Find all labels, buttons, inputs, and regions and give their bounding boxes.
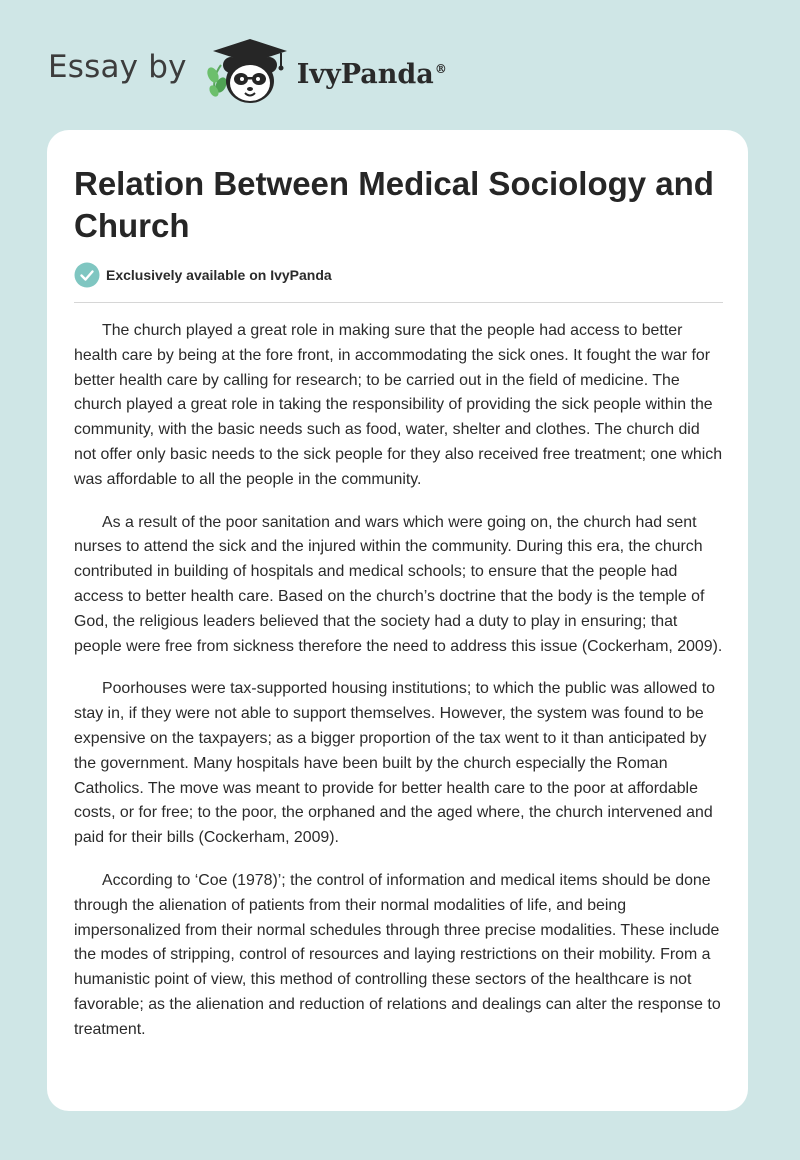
exclusive-badge (74, 262, 332, 288)
page-title: Relation Between Medical Sociology and Church (74, 165, 714, 244)
panda-graduate-icon[interactable] (201, 35, 293, 107)
exclusive-badge-label: Exclusively available on IvyPanda (106, 267, 332, 283)
paragraph: As a result of the poor sanitation and wars which were going on, the church had sent nurses to attend the sick and the injured within the community. During this era, the church contributed in building of hospitals and medical schools; to ensure that the people had access to better health care. Based on the church’s doctrine that the body is the temple of God, the religious leaders believed that the society had a duty to play in ensuring; that people were free from sickness therefore the need to address this issue (Cockerham, 2009). (74, 513, 723, 655)
paragraph: According to ‘Coe (1978)’; the control of information and medical items should be done through the alienation of patients from their normal modalities of life, and being impersonalized from their normal schedules through three precise modalities. These include the modes of stripping, control of resources and laying restrictions on their mobility. From a humanistic point of view, this method of controlling these sectors of the healthcare is not favorable; as the alienation and reduction of relations and dealings can alter the response to treatment. (74, 871, 721, 1038)
registered-mark: ® (434, 61, 447, 76)
essay-card (47, 130, 748, 1111)
paragraph: The church played a great role in making sure that the people had access to better health care by being at the fore front, in accommodating the sick ones. It fought the war for better health care by calling for research; to be carried out in the field of medicine. The church played a great role in taking the responsibility of providing the sick people within the community, with the basic needs such as food, water, shelter and clothes. The church did not offer only basic needs to the sick people for they also received free treatment; one which was affordable to all the people in the community. (74, 322, 723, 488)
check-circle-icon (74, 262, 100, 288)
essay-by-label: Essay by (48, 49, 187, 85)
brand-name[interactable]: IvyPanda® (296, 58, 447, 90)
paragraph: Poorhouses were tax-supported housing institutions; to which the public was allowed to stay in, if they were not able to support themselves. However, the system was found to be expensive on the taxpayers; as a bigger proportion of the tax went to it than anticipated by the government. Many hospitals have been built by the church especially the Roman Catholics. The move was meant to provide for better health care to the poor at affordable costs, or for free; to the poor, the orphaned and the aged where, the church intervened and paid for their bills (Cockerham, 2009). (74, 680, 716, 847)
essay-body (74, 319, 726, 1061)
site-header (48, 36, 447, 106)
divider (74, 302, 723, 303)
